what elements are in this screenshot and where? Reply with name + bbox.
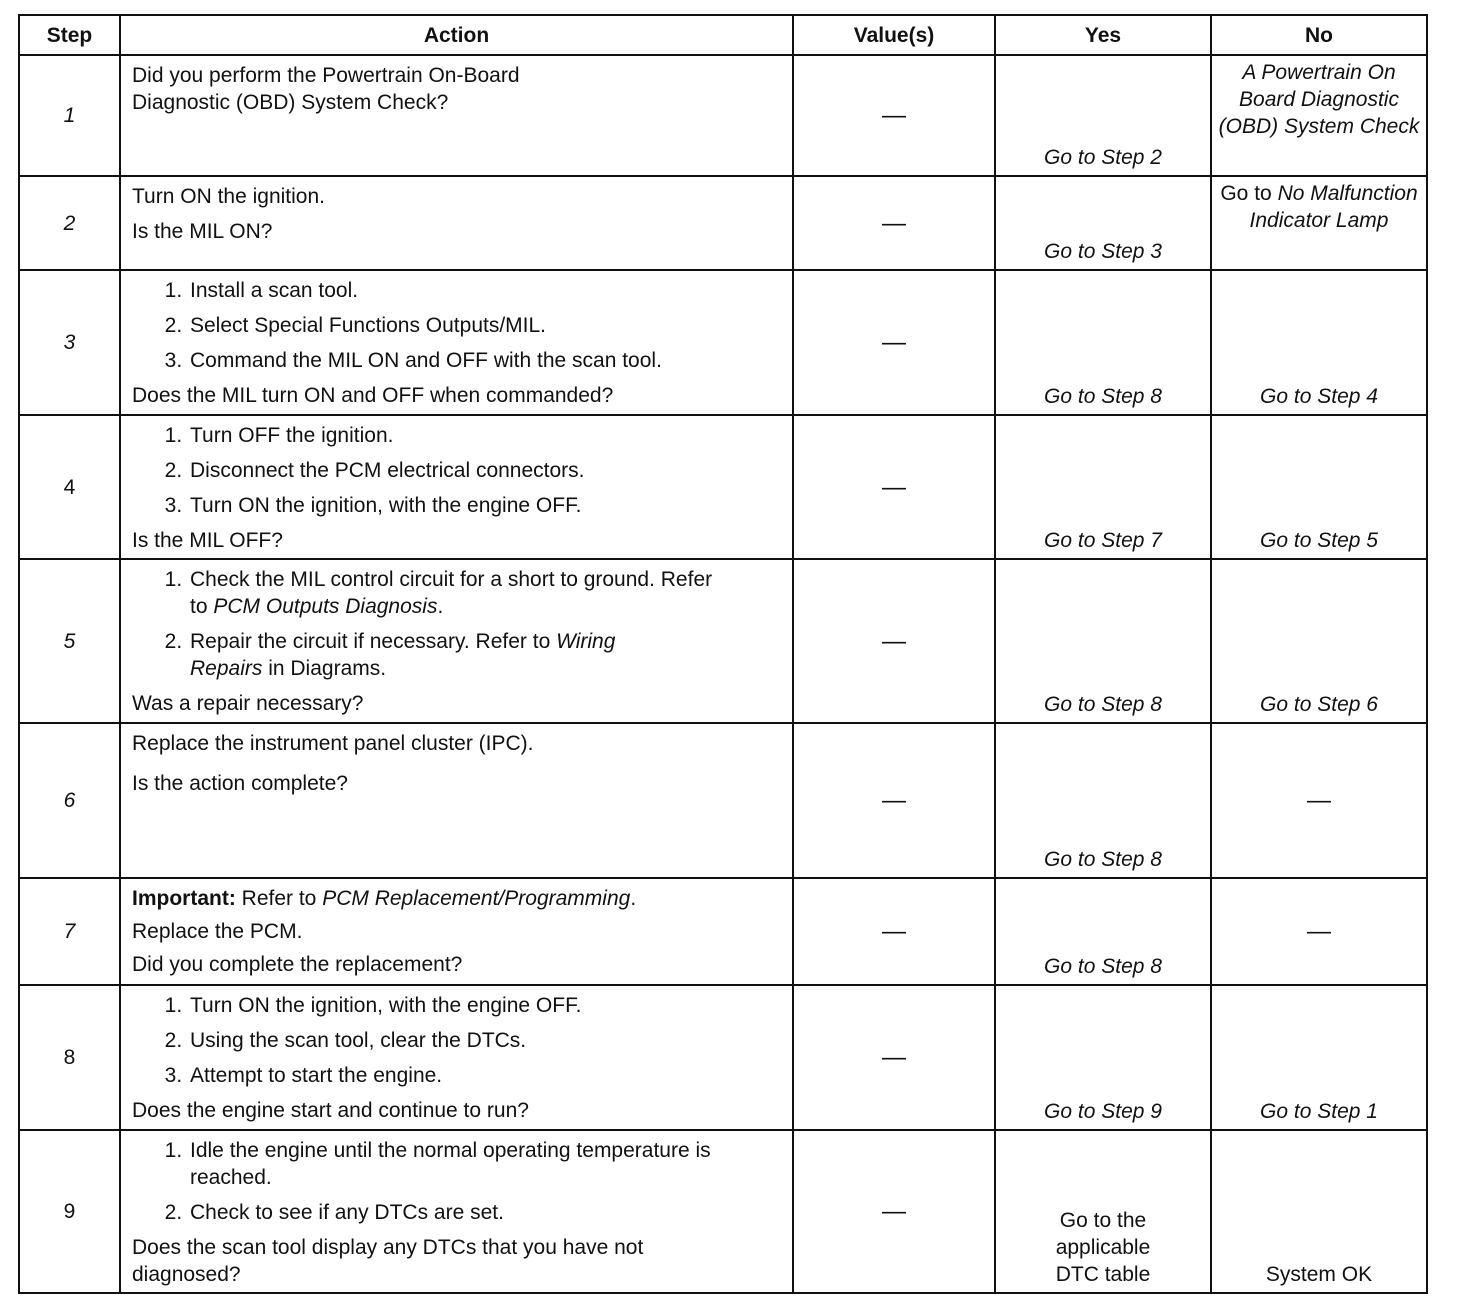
no-reference: No Malfunction Indicator Lamp — [1249, 182, 1418, 232]
action-step: 1. Install a scan tool. — [188, 277, 782, 304]
action-steps — [132, 1137, 782, 1226]
header-row — [19, 15, 1427, 55]
action-cell — [120, 985, 793, 1130]
action-cell — [120, 878, 793, 985]
yes-cell: Go to the applicable DTC table — [995, 1130, 1211, 1293]
no-cell: — — [1211, 723, 1427, 878]
action-cell — [120, 723, 793, 878]
action-step: 2. Using the scan tool, clear the DTCs. — [188, 1027, 782, 1054]
action-step: 2. Disconnect the PCM electrical connectors. — [188, 457, 782, 484]
action-step: 1. Idle the engine until the normal operating temperature is reached. — [188, 1137, 782, 1191]
yes-cell: Go to Step 8 — [995, 559, 1211, 723]
value-cell: — — [793, 878, 995, 985]
table-row — [19, 1130, 1427, 1293]
yes-cell: Go to Step 2 — [995, 55, 1211, 176]
value-cell: — — [793, 270, 995, 415]
yes-cell: Go to Step 3 — [995, 176, 1211, 270]
no-prefix: Go to — [1220, 182, 1272, 205]
action-question: Is the MIL OFF? — [132, 529, 283, 552]
step-number: 4 — [19, 415, 120, 559]
action-step-text: Check the MIL control circuit for a short to ground. Refer to — [190, 568, 713, 618]
action-question: Did you complete the replacement? — [132, 953, 463, 976]
table-row — [19, 985, 1427, 1130]
action-step: 3. Turn ON the ignition, with the engine OFF. — [188, 492, 782, 519]
action-steps — [132, 992, 782, 1089]
no-cell: Go to Step 6 — [1211, 559, 1427, 723]
table-row — [19, 415, 1427, 559]
action-steps — [132, 277, 782, 374]
yes-cell: Go to Step 8 — [995, 723, 1211, 878]
action-question: Was a repair necessary? — [132, 692, 364, 715]
action-cell — [120, 415, 793, 559]
no-cell: A Powertrain On Board Diagnostic (OBD) System Check — [1211, 55, 1427, 176]
step-number: 9 — [19, 1130, 120, 1293]
table-row — [19, 270, 1427, 415]
action-step: 1. Turn ON the ignition, with the engine OFF. — [188, 992, 782, 1019]
table-row — [19, 176, 1427, 270]
table-row — [19, 723, 1427, 878]
header-no: No — [1211, 15, 1427, 55]
yes-cell: Go to Step 7 — [995, 415, 1211, 559]
diagnostic-table — [18, 14, 1428, 1294]
header-values: Value(s) — [793, 15, 995, 55]
action-step: 3. Attempt to start the engine. — [188, 1062, 782, 1089]
action-question: Is the action complete? — [132, 772, 348, 795]
value-cell: — — [793, 985, 995, 1130]
action-cell — [120, 270, 793, 415]
step-number: 2 — [19, 176, 120, 270]
step-number: 7 — [19, 878, 120, 985]
step-number: 5 — [19, 559, 120, 723]
value-cell: — — [793, 1130, 995, 1293]
action-steps — [132, 566, 782, 682]
value-cell: — — [793, 415, 995, 559]
action-step-end: . — [437, 595, 444, 618]
step-number: 3 — [19, 270, 120, 415]
value-cell: — — [793, 176, 995, 270]
no-cell — [1211, 176, 1427, 270]
header-step: Step — [19, 15, 120, 55]
important-end: . — [630, 887, 637, 910]
action-question: Does the MIL turn ON and OFF when commanded? — [132, 384, 614, 407]
no-cell: Go to Step 1 — [1211, 985, 1427, 1130]
value-cell: — — [793, 55, 995, 176]
action-cell — [120, 559, 793, 723]
action-step-end: in Diagrams. — [262, 657, 387, 680]
action-line: Replace the PCM. — [132, 920, 303, 943]
action-line: Replace the instrument panel cluster (IPC). — [132, 732, 534, 755]
action-step-reference: PCM Outputs Diagnosis — [213, 595, 438, 618]
no-cell: System OK — [1211, 1130, 1427, 1293]
action-step — [188, 566, 722, 620]
important-label: Important: — [132, 887, 236, 910]
table-row — [19, 55, 1427, 176]
no-cell: — — [1211, 878, 1427, 985]
yes-cell: Go to Step 8 — [995, 878, 1211, 985]
action-line: Turn ON the ignition. — [132, 185, 325, 208]
important-note — [132, 885, 782, 912]
yes-cell: Go to Step 8 — [995, 270, 1211, 415]
action-step-reference: Wiring Repairs — [190, 630, 616, 680]
action-question: Does the scan tool display any DTCs that you have not diagnosed? — [132, 1236, 644, 1286]
action-cell — [120, 55, 793, 176]
no-cell: Go to Step 5 — [1211, 415, 1427, 559]
step-number: 8 — [19, 985, 120, 1130]
table-row — [19, 559, 1427, 723]
action-step: 3. Command the MIL ON and OFF with the scan tool. — [188, 347, 782, 374]
action-question: Did you perform the Powertrain On-Board Diagnostic (OBD) System Check? — [132, 64, 520, 114]
table-row — [19, 878, 1427, 985]
value-cell: — — [793, 723, 995, 878]
value-cell: — — [793, 559, 995, 723]
action-step: 2. Select Special Functions Outputs/MIL. — [188, 312, 782, 339]
header-yes: Yes — [995, 15, 1211, 55]
header-action: Action — [120, 15, 793, 55]
action-step: 1. Turn OFF the ignition. — [188, 422, 782, 449]
action-step: 2. Check to see if any DTCs are set. — [188, 1199, 782, 1226]
action-cell — [120, 176, 793, 270]
important-text: Refer to — [235, 887, 323, 910]
action-cell — [120, 1130, 793, 1293]
action-question: Is the MIL ON? — [132, 220, 273, 243]
step-number: 6 — [19, 723, 120, 878]
important-reference: PCM Replacement/Programming — [322, 887, 631, 910]
step-number: 1 — [19, 55, 120, 176]
action-step-text: Repair the circuit if necessary. Refer to — [190, 630, 557, 653]
action-step — [188, 628, 722, 682]
yes-cell: Go to Step 9 — [995, 985, 1211, 1130]
no-cell: Go to Step 4 — [1211, 270, 1427, 415]
action-question: Does the engine start and continue to run? — [132, 1099, 529, 1122]
action-steps — [132, 422, 782, 519]
